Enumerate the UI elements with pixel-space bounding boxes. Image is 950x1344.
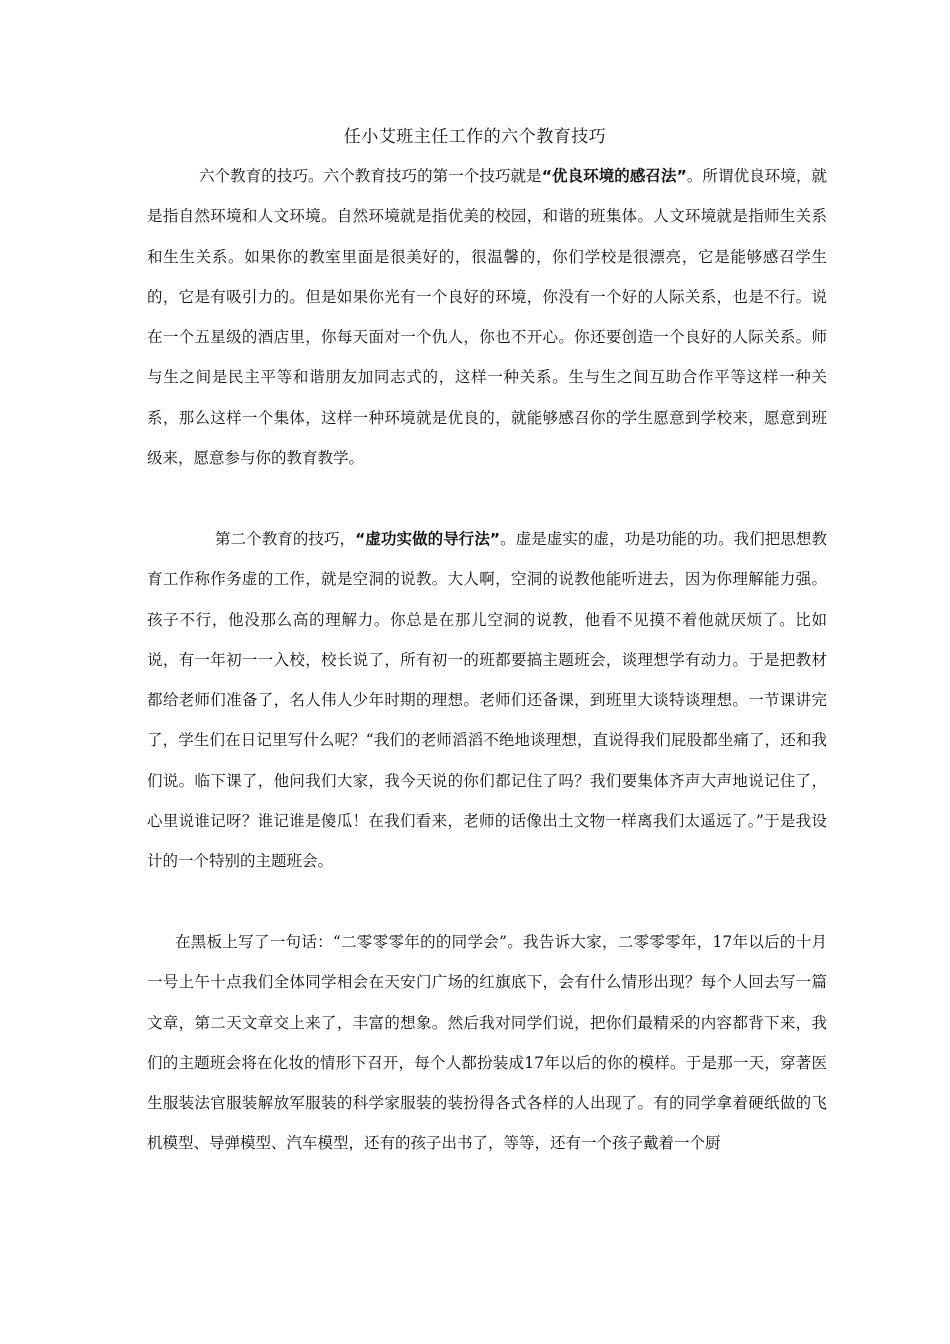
paragraph-1-emphasis: “优良环境的感召法” [541, 167, 687, 185]
paragraph-2-text-after: 。虚是虚实的虚，功是功能的功。我们把思想教育工作称作务虚的工作，就是空洞的说教。大人啊，空洞的说教他能听进去，因为你理解能力强。孩子不行，他没那么高的理解力。你总是在那儿空洞的说教，他看不见摸不着他就厌烦了。比如说，有一年初一一入校，校长说了，所有初一的班都要搞主题班会，谈理想学有动力。于是把教材都给老师们准备了，名人伟人少年时期的理想。老师们还备课，到班里大谈特谈理想。一节课讲完了，学生们在日记里写什么呢？“我们的老师滔滔不绝地谈理想，直说得我们屁股都坐痛了，还和我们说。临下课了，他问我们大家，我今天说的你们都记住了吗？我们要集体齐声大声地说记住了，心里说谁记呀？谁记谁是傻瓜！在我们看来，老师的话像出土文物一样离我们太遥远了。”于是我设计的一个特别的主题班会。 [147, 530, 827, 871]
paragraph-3-text: 在黑板上写了一句话：“二零零零年的的同学会”。我告诉大家，二零零零年，17年以后的十月一号上午十点我们全体同学相会在天安门广场的红旗底下，会有什么情形出现？每个人回去写一篇文章，第二天文章交上来了，丰富的想象。然后我对同学们说，把你们最精采的内容都背下来，我们的主题班会将在化妆的情形下召开，每个人都扮装成17年以后的你的模样。于是那一天，穿著医生服装法官服装解放军服装的科学家服装的装扮得各式各样的人出现了。有的同学拿着硬纸做的飞机模型、导弹模型、汽车模型，还有的孩子出书了，等等，还有一个孩子戴着一个厨 [147, 933, 827, 1153]
paragraph-2-emphasis: “虚功实做的导行法” [355, 530, 501, 548]
paragraph-2 [147, 519, 827, 882]
paragraph-1-text-after: 。所谓优良环境，就是指自然环境和人文环境。自然环境就是指优美的校园，和谐的班集体。人文环境就是指师生关系和生生关系。如果你的教室里面是很美好的，很温馨的，你们学校是很漂亮，它是能够感召学生的，它是有吸引力的。但是如果你光有一个良好的环境，你没有一个好的人际关系，也是不行。说在一个五星级的酒店里，你每天面对一个仇人，你也不开心。你还要创造一个良好的人际关系。师与生之间是民主平等和谐朋友加同志式的，这样一种关系。生与生之间互助合作平等这样一种关系，那么这样一个集体，这样一种环境就是优良的，就能够感召你的学生愿意到学校来，愿意到班级来，愿意参与你的教育教学。 [147, 167, 827, 468]
paragraph-3 [147, 922, 827, 1164]
paragraph-1 [147, 156, 827, 478]
paragraph-1-text-before: 六个教育的技巧。六个教育技巧的第一个技巧就是 [199, 167, 542, 185]
paragraph-2-text-before: 第二个教育的技巧， [215, 530, 356, 548]
document-title: 任小艾班主任工作的六个教育技巧 [343, 127, 607, 147]
